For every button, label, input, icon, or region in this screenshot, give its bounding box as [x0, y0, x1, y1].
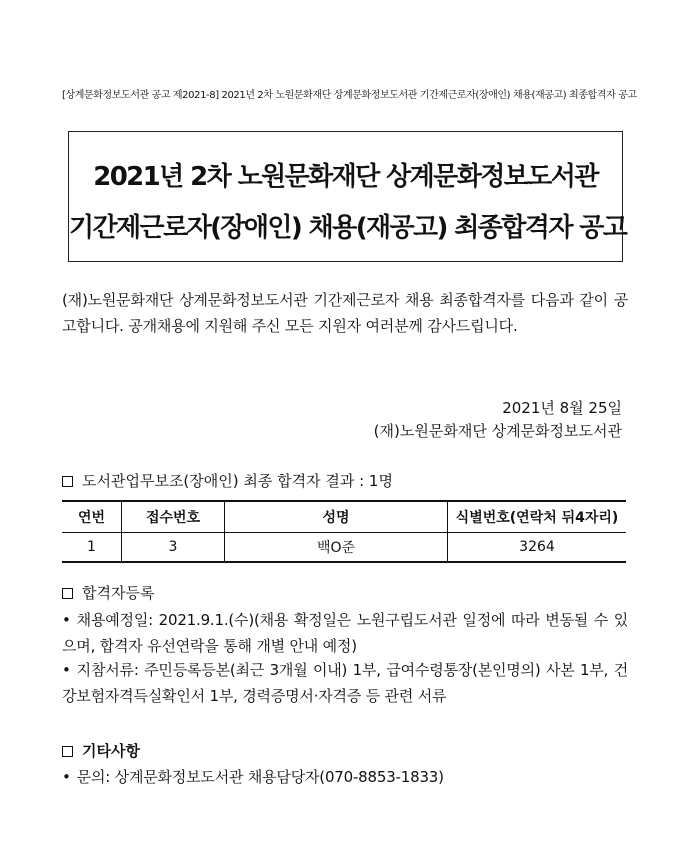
- bullet-icon: •: [62, 611, 71, 629]
- bullet-icon: •: [62, 661, 71, 679]
- checkbox-square-icon: [62, 588, 73, 599]
- section-heading-result: [62, 470, 393, 491]
- result-table: [62, 500, 626, 563]
- checkbox-square-icon: [62, 476, 73, 487]
- section-heading-text: 기타사항: [82, 742, 140, 760]
- section-heading-text: 합격자등록: [82, 584, 155, 602]
- section-heading-registration: [62, 582, 154, 603]
- table-row: [62, 533, 626, 563]
- organization-name: (재)노원문화재단 상계문화정보도서관: [373, 422, 622, 440]
- list-item: [62, 607, 628, 659]
- table-cell: 3264: [448, 533, 627, 563]
- list-item-text: 문의: 상계문화정보도서관 채용담당자(070-8853-1833): [76, 768, 444, 786]
- announcement-date: 2021년 8월 25일: [502, 399, 622, 417]
- bullet-icon: •: [62, 768, 71, 786]
- column-header: 접수번호: [122, 501, 225, 533]
- section-heading-text: 도서관업무보조(장애인) 최종 합격자 결과 : 1명: [82, 472, 393, 490]
- list-item-text: 지참서류: 주민등록등본(최근 3개월 이내) 1부, 급여수령통장(본인명의) 사본 1부, 건강보험자격득실확인서 1부, 경력증명서·자격증 등 관련 서류: [62, 661, 628, 705]
- section-heading-misc: [62, 740, 140, 761]
- table-cell: 1: [62, 533, 122, 563]
- checkbox-square-icon: [62, 746, 73, 757]
- title-line-2: 기간제근로자(장애인) 채용(재공고) 최종합격자 공고: [69, 213, 627, 243]
- list-item: [62, 657, 628, 709]
- intro-paragraph: (재)노원문화재단 상계문화정보도서관 기간제근로자 채용 최종합격자를 다음과 같이 공고합니다. 공개채용에 지원해 주신 모든 지원자 여러분께 감사드립니다.: [62, 291, 628, 335]
- column-header: 식별번호(연락처 뒤4자리): [448, 501, 627, 533]
- column-header: 성명: [225, 501, 448, 533]
- column-header: 연번: [62, 501, 122, 533]
- table-header-row: [62, 501, 626, 533]
- list-item: [62, 764, 628, 790]
- table-cell: 백O준: [225, 533, 448, 563]
- title-box: [68, 131, 627, 262]
- document-reference: [상계문화정보도서관 공고 제2021-8] 2021년 2차 노원문화재단 상계문화정보도서관 기간제근로자(장애인) 채용(재공고) 최종합격자 공고: [62, 90, 637, 101]
- table-cell: 3: [122, 533, 225, 563]
- list-item-text: 채용예정일: 2021.9.1.(수)(채용 확정일은 노원구립도서관 일정에 따라 변동될 수 있으며, 합격자 유선연락을 통해 개별 안내 예정): [62, 611, 628, 655]
- title-line-1: 2021년 2차 노원문화재단 상계문화정보도서관: [93, 162, 598, 192]
